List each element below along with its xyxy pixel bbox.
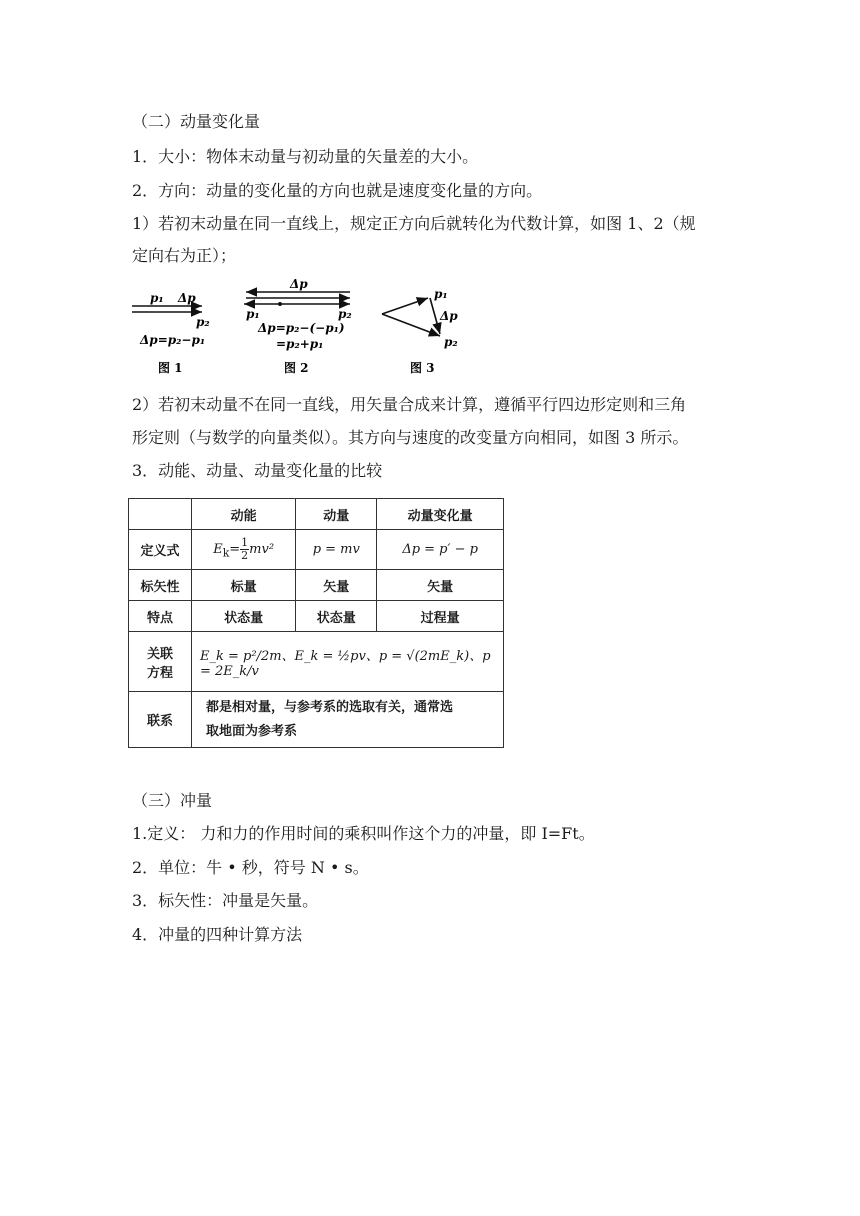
fig3-dp-arrow xyxy=(430,298,440,334)
fig2-origin-dot xyxy=(278,302,282,306)
fig3-p2-label: p₂ xyxy=(444,335,458,349)
cell-momentum-type: 矢量 xyxy=(296,570,377,601)
relation-label-line2: 方程 xyxy=(146,665,173,681)
row-label-link: 联系 xyxy=(129,692,192,748)
table-header-momentum-change: 动量变化量 xyxy=(377,499,504,530)
fig1-caption: 图 1 xyxy=(158,361,183,375)
cell-momentum-formula: p = mv xyxy=(296,530,377,570)
cell-momentum-feature: 状态量 xyxy=(296,601,377,632)
fig2-p1-label: p₁ xyxy=(246,307,260,321)
row-label-definition: 定义式 xyxy=(129,530,192,570)
row-label-characteristic: 特点 xyxy=(129,601,192,632)
fig2-equation-2: =p₂+p₁ xyxy=(276,337,324,351)
section2-heading: （二）动量变化量 xyxy=(132,112,261,131)
fig2-p2-label: p₂ xyxy=(338,307,352,321)
relation-label-line1: 关联 xyxy=(146,646,173,662)
ek-mv2: mv² xyxy=(249,542,275,557)
item-direction: 2．方向：动量的变化量的方向也就是速度变化量的方向。 xyxy=(132,181,543,200)
section3-heading: （三）冲量 xyxy=(132,791,213,810)
table-row-characteristic xyxy=(129,601,504,632)
table-row-definition xyxy=(129,530,504,570)
fig3-dp-label: Δp xyxy=(440,309,458,323)
link-text-line1: 都是相对量，与参考系的选取有关，通常选 xyxy=(206,699,454,715)
row-label-relation xyxy=(129,632,192,692)
table-header-momentum: 动量 xyxy=(296,499,377,530)
link-text-line2: 取地面为参考系 xyxy=(206,723,298,739)
fig1-p2-label: p₂ xyxy=(196,315,210,329)
item-not-same-line-2: 形定则（与数学的向量类似）。其方向与速度的改变量方向相同，如图 3 所示。 xyxy=(132,428,689,447)
item-same-line-1: 1）若初末动量在同一直线上，规定正方向后就转化为代数计算，如图 1、2（规 xyxy=(132,214,696,233)
fraction-denominator: 2 xyxy=(241,549,249,562)
fig2-equation-1: Δp=p₂−(−p₁) xyxy=(258,321,345,335)
table-row-relation xyxy=(129,632,504,692)
cell-kinetic-energy-formula xyxy=(192,530,296,570)
cell-kinetic-energy-type: 标量 xyxy=(192,570,296,601)
cell-momentum-change-formula: Δp = p′ − p xyxy=(377,530,504,570)
item-same-line-2: 定向右为正）； xyxy=(132,246,237,265)
item-comparison: 3．动能、动量、动量变化量的比较 xyxy=(132,461,383,480)
impulse-calculation: 4．冲量的四种计算方法 xyxy=(132,925,303,944)
table-row-scalar-vector xyxy=(129,570,504,601)
fig2-caption: 图 2 xyxy=(284,361,309,375)
comparison-table xyxy=(128,498,504,748)
fig2-dp-label: Δp xyxy=(290,277,308,291)
row-label-scalar-vector: 标矢性 xyxy=(129,570,192,601)
cell-relation-equations: E_k = p²/2m、E_k = ½pv、p = √(2mE_k)、p = 2E_k/v xyxy=(192,632,504,692)
ek-subscript: k xyxy=(222,546,230,560)
figure-3 xyxy=(382,287,458,375)
fig3-caption: 图 3 xyxy=(410,361,435,375)
table-header-row xyxy=(129,499,504,530)
table-header-kinetic-energy: 动能 xyxy=(192,499,296,530)
table-corner-cell xyxy=(129,499,192,530)
impulse-definition: 1.定义： 力和力的作用时间的乘积叫作这个力的冲量，即 I=Ft。 xyxy=(132,824,595,843)
item-not-same-line-1: 2）若初末动量不在同一直线，用矢量合成来计算，遵循平行四边形定则和三角 xyxy=(132,395,687,414)
impulse-vector: 3．标矢性：冲量是矢量。 xyxy=(132,891,319,910)
fig3-p2-arrow xyxy=(382,314,440,336)
fig3-p1-label: p₁ xyxy=(434,287,448,301)
fig3-p1-arrow xyxy=(382,298,428,314)
figures-svg xyxy=(128,276,480,382)
fig1-dp-label: Δp xyxy=(178,291,196,305)
table-row-link xyxy=(129,692,504,748)
item-magnitude: 1．大小：物体末动量与初动量的矢量差的大小。 xyxy=(132,147,479,166)
momentum-figures xyxy=(128,276,480,382)
ek-equals: = xyxy=(229,542,241,557)
fraction-numerator: 1 xyxy=(241,536,249,549)
figure-2 xyxy=(244,277,352,375)
fig1-p1-label: p₁ xyxy=(150,291,164,305)
impulse-unit: 2．单位：牛 • 秒，符号 N • s。 xyxy=(132,858,369,877)
half-fraction xyxy=(240,537,249,562)
cell-kinetic-energy-feature: 状态量 xyxy=(192,601,296,632)
cell-momentum-change-feature: 过程量 xyxy=(377,601,504,632)
ek-symbol: E xyxy=(213,542,223,557)
figure-1 xyxy=(132,291,210,375)
cell-momentum-change-type: 矢量 xyxy=(377,570,504,601)
fig1-equation: Δp=p₂−p₁ xyxy=(140,333,206,347)
cell-link-text xyxy=(192,692,504,748)
